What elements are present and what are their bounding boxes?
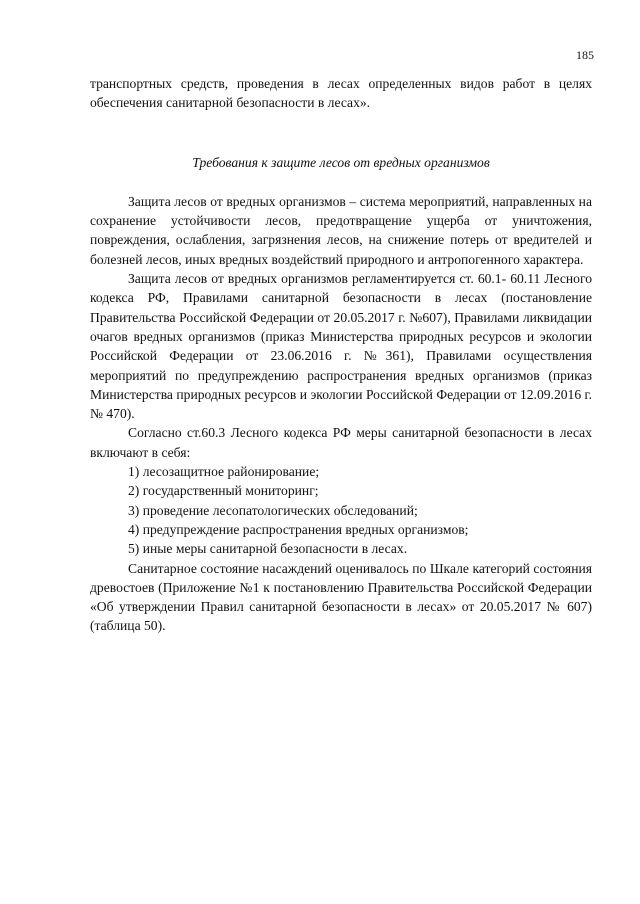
list-item: 2) государственный мониторинг; — [128, 483, 319, 499]
document-body — [90, 74, 592, 636]
paragraph-measures-intro: Согласно ст.60.3 Лесного кодекса РФ меры санитарной безопасности в лесах включают в себя: — [90, 425, 592, 460]
section-heading: Требования к защите лесов от вредных организмов — [192, 154, 490, 170]
list-item: 4) предупреждение распространения вредных организмов; — [128, 521, 469, 537]
paragraph-sanitary-state: Санитарное состояние насаждений оценивалось по Шкале категорий состояния древостоев (Приложение №1 к постановлению Правительства Российской Федерации «Об утверждении Правил санитарной безопасности в лесах» от 20.05.2017 № 607) (таблица 50). — [90, 560, 592, 634]
paragraph-regulation: Защита лесов от вредных организмов регламентируется ст. 60.1- 60.11 Лесного кодекса РФ, Правилами санитарной безопасности в лесах (постановление Правительства Российской Федерации от 20.05.2017 г. №607), Правилами ликвидации очагов вредных организмов (приказ Министерства природных ресурсов и экологии Российской Федерации от 23.06.2016 г. №361), Правилами осуществления мероприятий по предупреждению распространения вредных организмов (приказ Министерства природных ресурсов и экологии Российской Федерации от 12.09.2016 г. № 470). — [90, 271, 592, 422]
list-item: 1) лесозащитное районирование; — [128, 464, 320, 480]
continuation-paragraph: транспортных средств, проведения в лесах определенных видов работ в целях обеспечения санитарной безопасности в лесах». — [90, 76, 592, 111]
paragraph-definition: Защита лесов от вредных организмов – система мероприятий, направленных на сохранение устойчивости лесов, предотвращение ущерба от уничтожения, повреждения, ослабления, загрязнения лесов, на снижение потерь от вредителей и болезней лесов, иных вредных воздействий природного и антропогенного характера. — [90, 193, 592, 267]
list-item: 3) проведение лесопатологических обследований; — [128, 502, 418, 518]
list-item: 5) иные меры санитарной безопасности в лесах. — [128, 541, 408, 557]
page-number: 185 — [576, 48, 594, 62]
